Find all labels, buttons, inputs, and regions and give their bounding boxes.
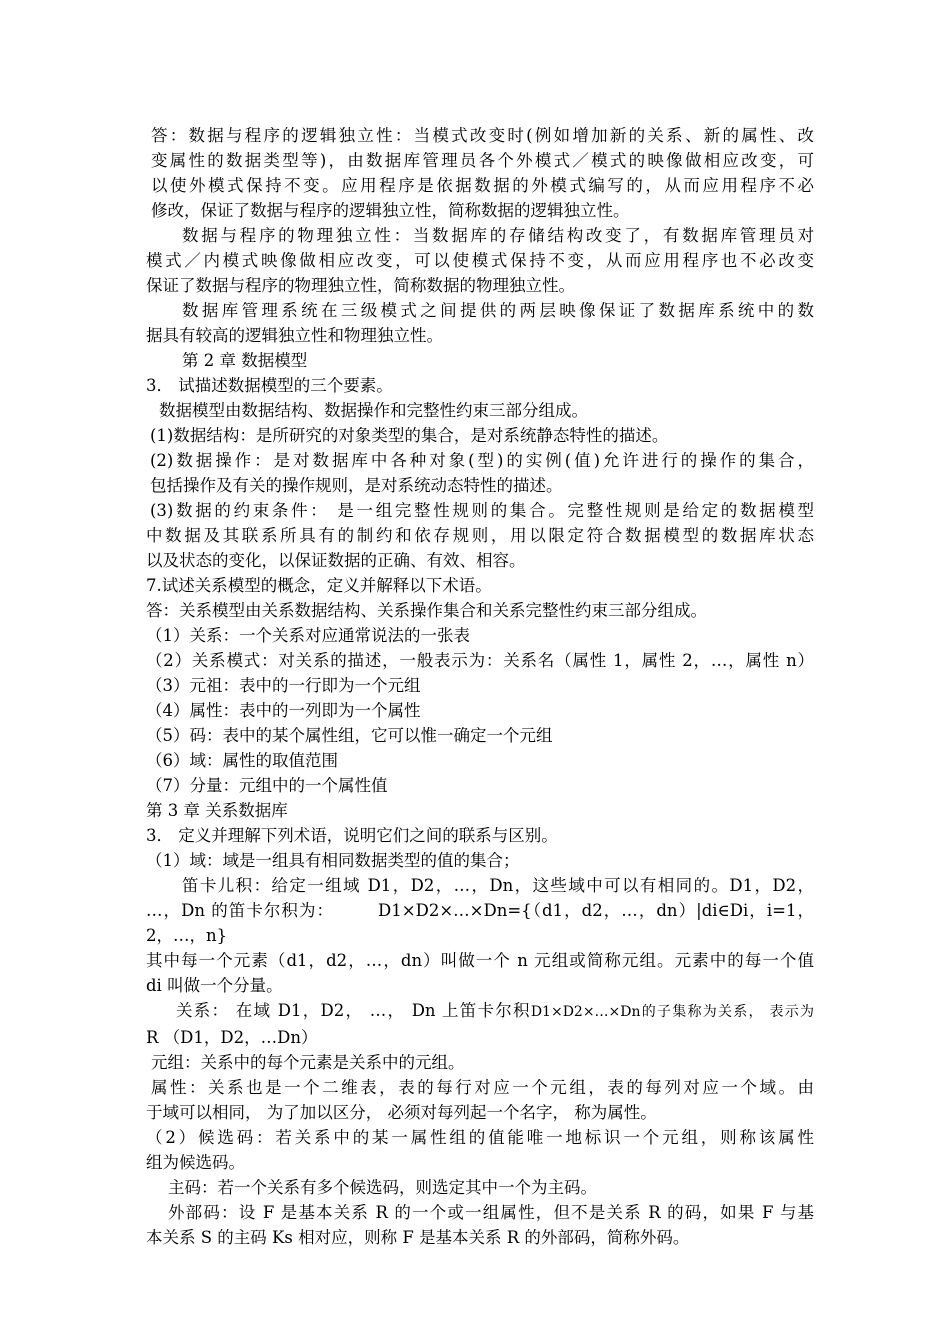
- text-line: 以及状态的变化，以保证数据的正确、有效、相容。: [146, 551, 526, 570]
- text-line: [146, 998, 814, 1025]
- text-line: （2）候选码：若关系中的某一属性组的值能唯一地标识一个元组，则称该属性: [146, 1128, 814, 1147]
- text-line: 保证了数据与程序的物理独立性，简称数据的物理独立性。: [146, 276, 575, 295]
- formula-cartesian-small: D1×D2×…×Dn: [530, 1004, 641, 1020]
- text-line: [146, 898, 814, 948]
- text-line: 答：数据与程序的逻辑独立性：当模式改变时(例如增加新的关系、新的属性、改: [151, 126, 814, 145]
- paragraph-cartesian-product: [146, 873, 814, 948]
- text-line: 外部码：设 F 是基本关系 R 的一个或一组属性，但不是关系 R 的码，如果 F 与基: [168, 1203, 814, 1222]
- text-line: 包括操作及有关的操作规则，是对系统动态特性的描述。: [150, 476, 563, 495]
- paragraph-attribute: [146, 1075, 814, 1125]
- question-3-data-model: 3． 试描述数据模型的三个要素。: [146, 376, 393, 395]
- paragraph-relation: [146, 998, 814, 1050]
- text-line: 答：关系模型由关系数据结构、关系操作集合和关系完整性约束三部分组成。: [146, 601, 707, 620]
- chapter-2-heading: 第 2 章 数据模型: [182, 351, 308, 370]
- paragraph-foreign-key: [146, 1200, 814, 1250]
- question-3-terms: 3． 定义并理解下列术语，说明它们之间的联系与区别。: [146, 826, 558, 845]
- list-item: [146, 498, 814, 573]
- text-line: 其中每一个元素（d1，d2，…，dn）叫做一个 n 元组或简称元组。元素中的每一个值: [146, 951, 814, 970]
- paragraph-candidate-key: [146, 1125, 814, 1175]
- text-line: 组为候选码。: [146, 1153, 245, 1172]
- text-line: 属性：关系也是一个二维表，表的每行对应一个元组，表的每列对应一个域。由: [151, 1078, 814, 1097]
- text-line: 据具有较高的逻辑独立性和物理独立性。: [146, 326, 443, 345]
- list-item: (1)数据结构：是所研究的对象类型的集合，是对系统静态特性的描述。: [150, 426, 669, 445]
- text-line: 数据与程序的物理独立性：当数据库的存储结构改变了，有数据库管理员对: [182, 226, 814, 245]
- text-line: 数据库管理系统在三级模式之间提供的两层映像保证了数据库系统中的数: [182, 301, 814, 320]
- text-line: 笛卡儿积：给定一组域 D1，D2，…，Dn，这些域中可以有相同的。D1，D2，: [182, 876, 814, 895]
- text-line: 模式／内模式映像做相应改变，可以使模式保持不变，从而应用程序也不必改变: [146, 251, 814, 270]
- document-page: [146, 123, 814, 1250]
- text-line: 修改，保证了数据与程序的逻辑独立性，简称数据的逻辑独立性。: [151, 201, 630, 220]
- text-span: 关系： 在域 D1，D2， …， Dn 上笛卡尔积: [176, 1001, 531, 1020]
- list-item: （4）属性：表中的一列即为一个属性: [146, 701, 421, 720]
- text-line: R （D1，D2，…Dn）: [146, 1028, 318, 1047]
- question-7-relational-model: 7.试述关系模型的概念，定义并解释以下术语。: [146, 576, 492, 595]
- text-line: 主码：若一个关系有多个候选码，则选定其中一个为主码。: [168, 1178, 597, 1197]
- list-item: （5）码：表中的某个属性组，它可以惟一确定一个元组: [146, 726, 553, 745]
- list-item: （2）关系模式：对关系的描述，一般表示为：关系名（属性 1，属性 2，…，属性 n）: [146, 651, 814, 670]
- text-line: 数据模型由数据结构、数据操作和完整性约束三部分组成。: [159, 401, 588, 420]
- text-line: 变属性的数据类型等)，由数据库管理员各个外模式／模式的映像做相应改变，可: [151, 151, 814, 170]
- text-line: 以使外模式保持不变。应用程序是依据数据的外模式编写的，从而应用程序不必: [151, 176, 814, 195]
- list-item: （3）元祖：表中的一行即为一个元组: [146, 676, 421, 695]
- text-line: (2)数据操作：是对数据库中各种对象(型)的实例(值)允许进行的操作的集合，: [150, 451, 814, 470]
- text-span: …，Dn 的笛卡尔积为：: [146, 901, 335, 920]
- paragraph-tuple: [146, 948, 814, 998]
- text-line: 中数据及其联系所具有的制约和依存规则，用以限定符合数据模型的数据库状态: [146, 526, 814, 545]
- list-item: （6）域：属性的取值范围: [146, 751, 338, 770]
- text-line: di 叫做一个分量。: [146, 976, 283, 995]
- formula-cartesian: D1×D2×…×Dn={（d1，d2，…，dn）|di∈Di，i=1，2，…，n}: [146, 901, 814, 945]
- list-item: （7）分量：元组中的一个属性值: [146, 776, 388, 795]
- text-line: 元组：关系中的每个元素是关系中的元组。: [151, 1053, 465, 1072]
- chapter-3-heading: 第 3 章 关系数据库: [146, 801, 288, 820]
- text-line: 本关系 S 的主码 Ks 相对应，则称 F 是基本关系 R 的外部码，简称外码。: [146, 1228, 690, 1247]
- list-item: （1）关系：一个关系对应通常说法的一张表: [146, 626, 470, 645]
- text-line: (3)数据的约束条件： 是一组完整性规则的集合。完整性规则是给定的数据模型: [150, 501, 814, 520]
- paragraph-physical-independence: [146, 223, 814, 298]
- text-line: 于域可以相同， 为了加以区分， 必须对每列起一个名字， 称为属性。: [146, 1103, 657, 1122]
- list-item: （1）域：域是一组具有相同数据类型的值的集合；: [146, 851, 520, 870]
- paragraph-logical-independence: [146, 123, 814, 223]
- text-span: 的子集称为关系， 表示为: [640, 1004, 814, 1020]
- list-item: [146, 448, 814, 498]
- paragraph-two-level-mapping: [146, 298, 814, 348]
